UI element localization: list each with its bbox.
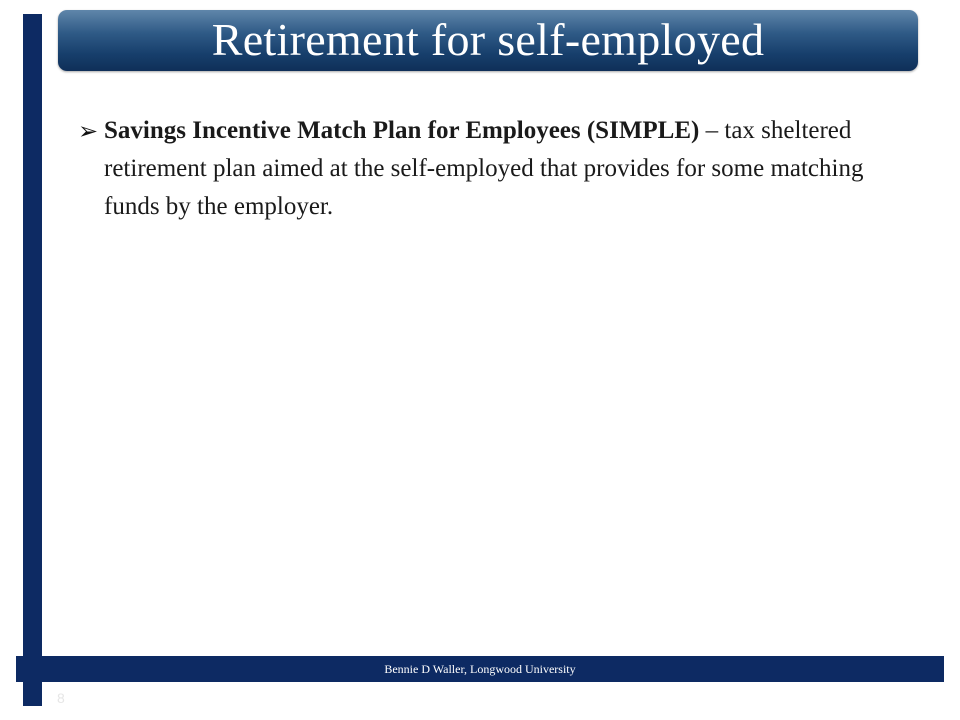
slide-content [78,112,898,226]
left-accent-bar [23,14,42,706]
bullet-term: Savings Incentive Match Plan for Employees (SIMPLE) [104,117,700,144]
footer-bar [16,656,944,682]
footer-text: Bennie D Waller, Longwood University [384,662,576,676]
bullet-item [78,112,898,226]
arrow-bullet-icon: ➢ [78,117,99,145]
title-banner [58,10,918,71]
slide-number: 8 [57,690,65,706]
slide-title: Retirement for self-employed [211,14,765,65]
bullet-definition: – tax sheltered retirement plan aimed at the self-employed that provides for some matching funds by the employer. [104,117,864,220]
